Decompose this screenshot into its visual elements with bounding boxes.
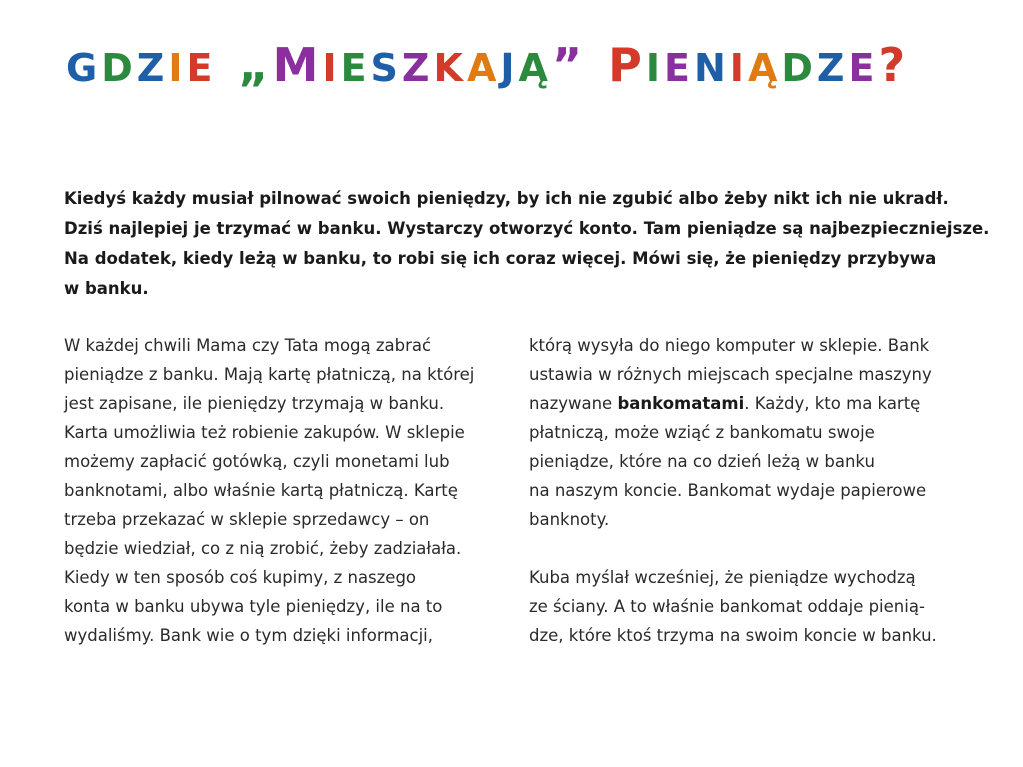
body-line: którą wysyła do niego komputer w sklepie. Bank [529, 336, 930, 355]
intro-line: Dziś najlepiej je trzymać w banku. Wystarczy otworzyć konto. Tam pieniądze są najbezpieczniejsze. [64, 219, 990, 238]
body-line: pieniądze, które na co dzień leżą w banku [529, 452, 875, 471]
body-line [529, 389, 969, 418]
body-text: nazywane [529, 394, 618, 413]
body-line: W każdej chwili Mama czy Tata mogą zabrać [64, 336, 432, 355]
body-line: ustawia w różnych miejscach specjalne maszyny [529, 365, 932, 384]
body-line: Kuba myślał wcześniej, że pieniądze wychodzą [529, 568, 916, 587]
title-letter: P [608, 38, 646, 92]
title-letter: M [272, 38, 323, 92]
title-letter: N [693, 46, 730, 90]
title-letter: ” [551, 38, 587, 92]
intro-line: w banku. [64, 279, 149, 298]
title-letter: K [433, 46, 467, 90]
title-letter: E [848, 46, 879, 90]
title-letter: Ą [518, 46, 552, 90]
title-letter: Ą [747, 46, 782, 90]
title-letter: E [186, 46, 217, 90]
intro-paragraph [64, 184, 990, 304]
title-letter: „ [238, 38, 273, 92]
body-line: Karta umożliwia też robienie zakupów. W sklepie [64, 423, 465, 442]
body-line: będzie wiedział, co z nią zrobić, żeby zadziałała. [64, 539, 462, 558]
body-line: wydaliśmy. Bank wie o tym dzięki informacji, [64, 626, 434, 645]
title-letter: S [370, 46, 402, 90]
page-title [66, 30, 909, 100]
title-letter: I [645, 46, 665, 90]
left-column [64, 331, 504, 650]
paragraph-spacer [529, 534, 969, 563]
title-letter: Z [401, 46, 434, 90]
body-text: . Każdy, kto ma kartę [744, 394, 921, 413]
body-line: dze, które ktoś trzyma na swoim koncie w banku. [529, 626, 937, 645]
title-letter: ? [878, 38, 910, 92]
body-line: możemy zapłacić gotówką, czyli monetami lub [64, 452, 450, 471]
title-letter: J [500, 46, 519, 90]
title-letter: Z [136, 46, 169, 90]
intro-line: Na dodatek, kiedy leżą w banku, to robi się ich coraz więcej. Mówi się, że pieniędzy przybywa [64, 249, 937, 268]
body-line: pieniądze z banku. Mają kartę płatniczą, na której [64, 365, 475, 384]
title-letter: E [340, 46, 371, 90]
title-letter: E [664, 46, 694, 90]
title-letter: I [322, 46, 341, 90]
title-letter: G [66, 46, 102, 90]
title-letter: I [168, 46, 187, 90]
body-line: na naszym koncie. Bankomat wydaje papierowe [529, 481, 927, 500]
title-letter: A [466, 46, 501, 90]
title-letter: I [729, 46, 748, 90]
intro-line: Kiedyś każdy musiał pilnować swoich pieniędzy, by ich nie zgubić albo żeby nikt ich nie ukradł. [64, 189, 949, 208]
body-line: banknoty. [529, 510, 610, 529]
body-line: trzeba przekazać w sklepie sprzedawcy – on [64, 510, 430, 529]
title-letter: Z [816, 46, 849, 90]
right-column [529, 331, 969, 650]
bold-term-bankomatami: bankomatami [617, 394, 745, 413]
body-line: jest zapisane, ile pieniędzy trzymają w banku. [64, 394, 445, 413]
title-letter: D [101, 46, 137, 90]
body-line: banknotami, albo właśnie kartą płatniczą. Kartę [64, 481, 458, 500]
title-letter: D [781, 46, 817, 90]
body-line: konta w banku ubywa tyle pieniędzy, ile na to [64, 597, 443, 616]
body-line: Kiedy w ten sposób coś kupimy, z naszego [64, 568, 417, 587]
body-line: płatniczą, może wziąć z bankomatu swoje [529, 423, 875, 442]
body-line: ze ściany. A to właśnie bankomat oddaje pienią- [529, 597, 925, 616]
